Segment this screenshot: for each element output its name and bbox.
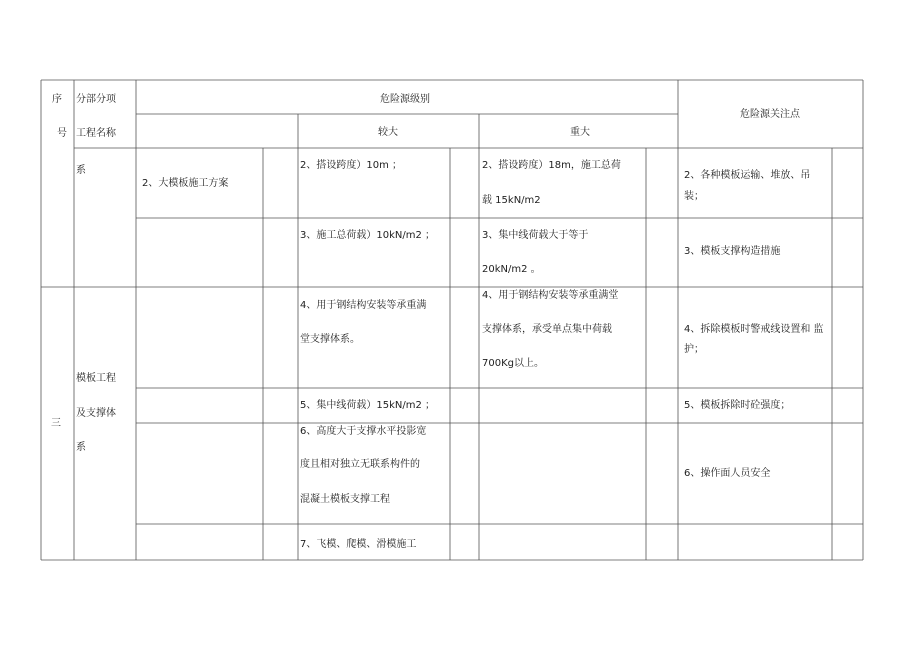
- row3-attention-line2: 护；: [684, 344, 704, 355]
- row1-item: 2、大模板施工方案: [142, 178, 229, 189]
- row3-major-line3: 700Kg以上。: [482, 358, 544, 369]
- larger-header: 较大: [378, 127, 398, 138]
- row4-attention: 5、模板拆除时砼强度；: [684, 400, 791, 411]
- row3-attention-line1: 4、拆除模板时警戒线设置和 监: [684, 324, 824, 335]
- row1-major-line1: 2、搭设跨度）18m，施工总荷: [482, 160, 621, 171]
- row2-larger: 3、施工总荷载）10kN/m2 ；: [300, 230, 436, 241]
- row5-attention: 6、操作面人员安全: [684, 468, 771, 479]
- row3-larger-line2: 堂支撑体系。: [300, 334, 360, 345]
- row1-larger: 2、搭设跨度）10m ；: [300, 160, 403, 171]
- seq-header-bottom: 号: [57, 128, 67, 139]
- section-name-line1: 模板工程: [76, 373, 116, 384]
- section-name-line2: 及支撑体: [76, 408, 116, 419]
- row5-larger-line1: 6、高度大于支撑水平投影宽: [300, 426, 427, 437]
- row1-major-line2: 载 15kN/m2: [482, 195, 541, 206]
- row1-attention-line2: 装；: [684, 191, 704, 202]
- seq-header-top: 序: [52, 94, 62, 105]
- row4-larger: 5、集中线荷载）15kN/m2 ；: [300, 400, 436, 411]
- section-number: 三: [51, 418, 61, 429]
- danger-level-header: 危险源级别: [380, 94, 430, 105]
- row1-attention-line1: 2、各种模板运输、堆放、吊: [684, 170, 811, 181]
- section-name-line3: 系: [76, 442, 86, 453]
- row3-major-line2: 支撑体系，承受单点集中荷载: [482, 324, 612, 335]
- part-header-line2: 工程名称: [76, 128, 116, 139]
- part-header-line3: 系: [76, 165, 86, 176]
- row2-major-line2: 20kN/m2 。: [482, 264, 541, 275]
- row6-larger: 7、飞模、爬模、滑模施工: [300, 539, 417, 550]
- row5-larger-line2: 度且相对独立无联系构件的: [300, 459, 420, 470]
- part-header-line1: 分部分项: [76, 94, 116, 105]
- major-header: 重大: [570, 127, 590, 138]
- row5-larger-line3: 混凝土模板支撑工程: [300, 494, 390, 505]
- row3-larger-line1: 4、用于钢结构安装等承重满: [300, 300, 427, 311]
- row3-major-line1: 4、用于钢结构安装等承重满堂: [482, 290, 619, 301]
- row2-attention: 3、模板支撑构造措施: [684, 246, 781, 257]
- row2-major-line1: 3、集中线荷载大于等于: [482, 230, 589, 241]
- attention-header: 危险源关注点: [740, 109, 800, 120]
